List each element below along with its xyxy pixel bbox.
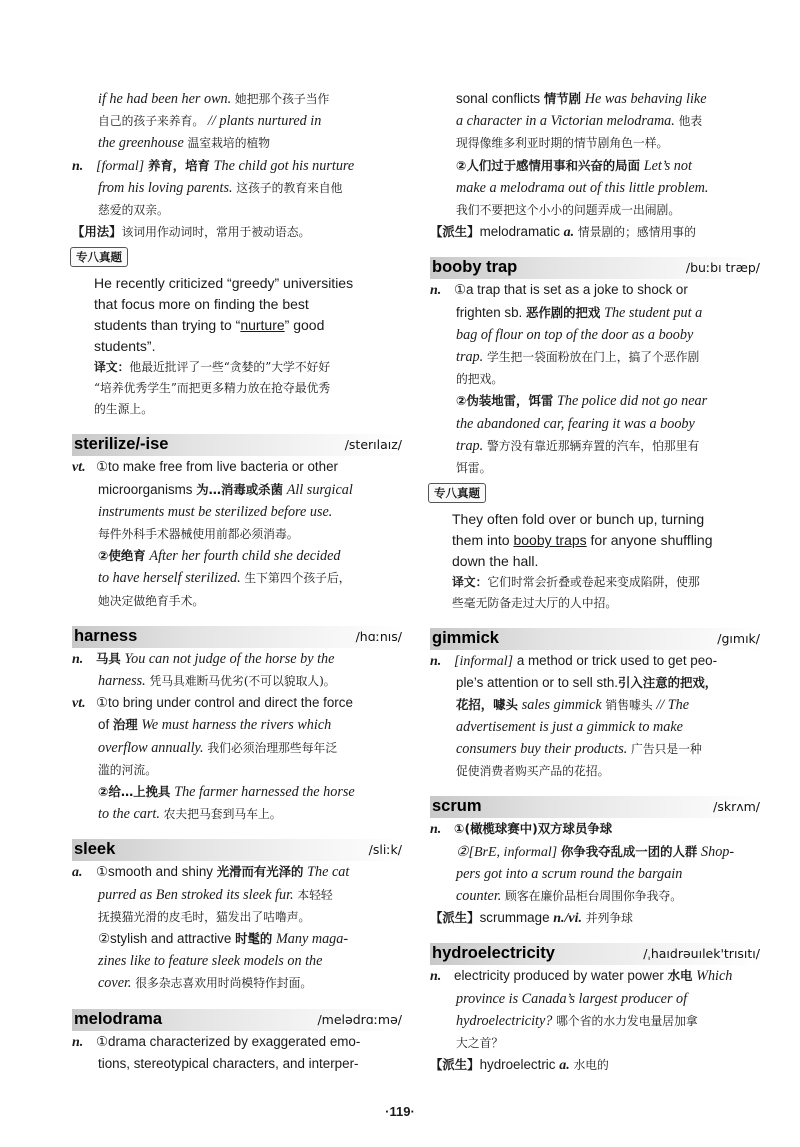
text-line	[72, 972, 404, 994]
headword: sterilize/-ise	[74, 435, 169, 454]
translation: 情景剧的；感情用事的	[577, 225, 696, 240]
underlined-keyword: nurture	[240, 317, 285, 334]
example-sentence: consumers buy their products.	[456, 741, 628, 758]
entry-hydroelectricity	[430, 943, 762, 1076]
example-sentence: The police did not go near	[556, 393, 708, 410]
pronunciation: /buːbı træp/	[685, 260, 760, 276]
example-sentence: to have herself sterilized.	[98, 570, 241, 587]
translation: 温室栽培的植物	[187, 136, 271, 151]
quote-text: them into	[452, 532, 510, 549]
headword-bar	[72, 1009, 404, 1031]
right-column	[430, 88, 762, 1077]
entry-scrum	[430, 796, 762, 929]
chinese-definition: ②人们过于感情用事和兴奋的局面	[456, 157, 640, 173]
example-sentence: The student put a	[604, 304, 703, 321]
translation: 它们时常会折叠或卷起来变成陷阱，使那	[487, 575, 700, 590]
chinese-definition: 情节剧	[543, 91, 582, 106]
chinese-definition: 时髦的	[235, 931, 273, 947]
part-of-speech: n.	[72, 1034, 84, 1050]
chinese-definition: 光滑而有光泽的	[216, 864, 304, 880]
headword: harness	[74, 626, 138, 645]
part-of-speech: n.	[430, 969, 442, 985]
headword-bar	[430, 943, 762, 965]
chinese-definition: 治理	[112, 717, 138, 733]
example-sentence: trap.	[456, 437, 484, 454]
english-definition: ②stylish and attractive	[98, 931, 232, 947]
text-line	[72, 456, 404, 478]
example-sentence: purred as Ben stroked its sleek fur.	[98, 886, 294, 903]
text-line	[72, 648, 404, 670]
example-sentence: Many maga-	[275, 931, 349, 948]
example-sentence: cover.	[98, 975, 132, 992]
quote-translation: “培养优秀学生”而把更多精力放在抢夺最优秀	[94, 381, 331, 396]
text-line	[430, 716, 762, 738]
text-line	[72, 545, 404, 567]
translation: 滥的河流。	[98, 762, 157, 777]
part-of-speech: n.	[430, 283, 442, 299]
text-line	[430, 302, 762, 324]
translation: 销售噱头	[605, 697, 653, 712]
text-line	[430, 177, 762, 199]
part-of-speech: n.	[430, 654, 442, 670]
english-definition: of	[98, 717, 110, 733]
translation: 凭马具难断马优劣(不可以貌取人)。	[149, 674, 336, 689]
derivative-word: melodramatic	[479, 224, 560, 240]
english-definition: ①to bring under control and direct the force	[96, 695, 353, 711]
example-sentence: the abandoned car, fearing it was a booby	[456, 415, 695, 432]
chinese-definition: 恶作剧的把戏	[525, 304, 601, 320]
pronunciation: /sliːk/	[368, 842, 402, 858]
translation: 她决定做绝育手术。	[98, 593, 205, 608]
text-line	[430, 199, 762, 221]
usage-text: 该词用作动词时，常用于被动语态。	[121, 225, 311, 240]
derivative-label: 【派生】	[430, 1057, 480, 1073]
example-sentence: trap.	[456, 349, 484, 366]
example-sentence: counter.	[456, 888, 502, 905]
translation: 并列争球	[585, 911, 633, 926]
example-sentence: zines like to feature sleek models on the	[98, 953, 323, 970]
example-sentence: instruments must be sterilized before use.	[98, 503, 333, 520]
example-sentence: pers got into a scrum round the bargain	[456, 865, 683, 882]
text-line	[430, 390, 762, 412]
chinese-definition: 为…消毒或杀菌	[196, 481, 283, 497]
chinese-definition: 引入注意的把戏，	[618, 675, 718, 691]
translation: 她把那个孩子当作	[234, 92, 330, 106]
text-line	[72, 155, 404, 177]
translation: 广告只是一种	[631, 742, 702, 757]
text-line	[430, 346, 762, 368]
text-line	[72, 567, 404, 589]
headword-bar	[72, 434, 404, 456]
pronunciation: /melədrɑːmə/	[317, 1011, 402, 1027]
translation: 生下第四个孩子后，	[244, 571, 351, 586]
text-line	[72, 199, 404, 221]
headword: booby trap	[432, 258, 518, 277]
example-sentence: hydroelectricity?	[456, 1012, 553, 1029]
translation-label: 译文：	[452, 575, 488, 590]
part-of-speech: n.	[72, 158, 84, 174]
entry-melodrama	[72, 1009, 404, 1074]
example-sentence: You can not judge of the horse by the	[124, 650, 335, 667]
part-of-speech: a.	[559, 1058, 570, 1074]
translation: 大之首？	[456, 1036, 504, 1051]
text-line	[72, 88, 404, 110]
text-line	[430, 760, 762, 782]
register-label: [informal]	[454, 654, 514, 670]
translation: 他表	[678, 114, 703, 129]
chinese-definition: ②给…上挽具	[98, 784, 171, 800]
exam-tag: 专八真题	[428, 483, 486, 503]
text-line	[430, 457, 762, 479]
example-sentence: Which	[696, 968, 733, 985]
quote-text: for anyone shuffling	[590, 532, 713, 549]
english-definition: frighten sb.	[456, 304, 523, 320]
translation: 他最近批评了一些“贪婪的”大学不好好	[129, 360, 331, 375]
text-line	[72, 884, 404, 906]
example-sentence: the greenhouse	[98, 135, 184, 152]
entry-sterilize	[72, 434, 404, 611]
text-line	[430, 738, 762, 760]
headword-bar	[430, 796, 762, 818]
text-line	[72, 906, 404, 928]
pronunciation: /hɑːnıs/	[355, 628, 402, 644]
quote-translation	[72, 357, 404, 378]
part-of-speech: vt.	[72, 460, 86, 476]
headword-bar	[430, 257, 762, 279]
text-line	[430, 324, 762, 346]
example-sentence: Shop-	[701, 843, 735, 860]
example-sentence: harness.	[98, 673, 146, 690]
translation: 饵雷。	[456, 461, 492, 476]
example-sentence: // plants nurtured in	[207, 113, 322, 130]
headword: scrum	[432, 797, 482, 816]
text-line	[72, 670, 404, 692]
entry-sleek	[72, 839, 404, 994]
text-line	[72, 479, 404, 501]
quote-text: ” good	[284, 317, 325, 334]
text-line	[430, 694, 762, 716]
translation: 慈爱的双亲。	[98, 203, 169, 218]
example-sentence: bag of flour on top of the door as a booby	[456, 326, 694, 343]
translation: 我们不要把这个小小的问题弄成一出闹剧。	[456, 203, 681, 218]
text-line	[72, 132, 404, 154]
underlined-keyword: booby traps	[513, 532, 587, 549]
text-line	[430, 279, 762, 301]
text-line	[430, 88, 762, 110]
pronunciation: /skrʌm/	[713, 799, 760, 815]
derivative-word: hydroelectric	[479, 1057, 556, 1073]
part-of-speech: n.	[72, 651, 84, 667]
nurture-entry-continuation	[72, 88, 404, 420]
exam-tag: 专八真题	[70, 247, 128, 267]
translation: 每件外科手术器械使用前都必须消毒。	[98, 527, 299, 542]
headword: sleek	[74, 840, 116, 859]
english-definition: ①drama characterized by exaggerated emo-	[96, 1033, 361, 1049]
text-line	[72, 950, 404, 972]
part-of-speech: a.	[563, 225, 575, 241]
text-line	[430, 885, 762, 907]
quote-text: students than trying to “	[94, 317, 241, 334]
page-number: ·119·	[385, 1104, 415, 1119]
example-sentence: The child got his nurture	[213, 157, 355, 174]
chinese-definition: ②伪装地雷，饵雷	[456, 393, 554, 409]
text-line	[430, 841, 762, 863]
quote-line: students”.	[94, 338, 156, 355]
translation: 自己的孩子来养育。	[98, 114, 205, 129]
example-sentence: All surgical	[286, 481, 353, 498]
register-label: ②[BrE, informal]	[456, 844, 558, 860]
quote-line: down the hall.	[452, 553, 539, 570]
example-sentence: // The	[656, 696, 690, 713]
quote-line	[72, 315, 404, 336]
text-line	[72, 803, 404, 825]
text-line	[430, 818, 762, 840]
example-sentence: make a melodrama out of this little problem.	[456, 179, 709, 196]
quote-translation	[430, 572, 762, 593]
english-definition: ple’s attention or to sell sth.	[456, 675, 619, 691]
exam-quote	[72, 273, 404, 420]
text-line	[72, 1053, 404, 1074]
left-column	[72, 88, 404, 1074]
text-line	[430, 988, 762, 1010]
text-line	[72, 781, 404, 803]
exam-quote	[430, 509, 762, 614]
chinese-definition: ②使绝育	[98, 548, 146, 564]
example-sentence: if he had been her own.	[98, 91, 232, 107]
example-sentence: He was behaving like	[584, 91, 707, 107]
quote-line	[430, 530, 762, 551]
translation: 这孩子的教育来自他	[236, 180, 343, 195]
pronunciation: /ˌhaıdrəuılek'trısıtı/	[643, 946, 760, 962]
part-of-speech: vt.	[72, 696, 86, 712]
translation: 的把戏。	[456, 372, 504, 387]
text-line	[72, 928, 404, 950]
translation: 我们必须治理那些每年泛	[207, 740, 338, 755]
part-of-speech: a.	[72, 865, 83, 881]
text-line	[72, 759, 404, 781]
example-sentence: overflow annually.	[98, 739, 204, 756]
example-sentence: from his loving parents.	[98, 179, 233, 196]
melodrama-continuation	[430, 88, 762, 243]
example-sentence: a character in a Victorian melodrama.	[456, 113, 675, 130]
headword-bar	[72, 839, 404, 861]
translation: 促使消费者购买产品的花招。	[456, 764, 610, 779]
english-definition: tions, stereotypical characters, and interper-	[98, 1055, 359, 1071]
quote-line: They often fold over or bunch up, turning	[452, 511, 705, 528]
translation: 农夫把马套到马车上。	[163, 807, 282, 822]
text-line	[430, 155, 762, 177]
text-line	[72, 861, 404, 883]
quote-translation: 些毫无防备走过大厅的人中招。	[452, 596, 618, 611]
example-sentence: to the cart.	[98, 806, 160, 823]
text-line	[430, 132, 762, 154]
derivative-word: scrummage	[479, 910, 550, 926]
example-sentence: Let’s not	[643, 157, 692, 174]
english-definition: sonal conflicts	[456, 91, 541, 106]
chinese-definition: 水电	[667, 968, 693, 984]
translation: 顾客在廉价品柜台周围你争我夺。	[505, 889, 683, 904]
translation: 哪个省的水力发电量居加拿	[556, 1013, 698, 1028]
part-of-speech: n.	[430, 822, 442, 838]
text-line	[430, 863, 762, 885]
chinese-definition: 花招，噱头	[456, 696, 518, 712]
english-definition: a method or trick used to get peo-	[516, 653, 718, 669]
text-line	[430, 650, 762, 672]
chinese-definition: 你争我夺乱成一团的人群	[560, 843, 698, 859]
headword: hydroelectricity	[432, 944, 555, 963]
text-line	[72, 590, 404, 612]
text-line	[72, 714, 404, 736]
text-line	[430, 1032, 762, 1054]
english-definition: microorganisms	[98, 481, 193, 497]
text-line	[430, 672, 762, 693]
text-line	[430, 1010, 762, 1032]
usage-note	[72, 221, 404, 243]
text-line	[72, 110, 404, 132]
translation: 现得像维多利亚时期的情节剧角色一样。	[456, 136, 669, 151]
derivative-label: 【派生】	[430, 224, 480, 240]
example-phrase: sales gimmick	[521, 696, 602, 713]
text-line	[430, 413, 762, 435]
derivative-label: 【派生】	[430, 910, 480, 926]
text-line	[72, 501, 404, 523]
chinese-definition: 马具	[96, 650, 121, 666]
example-sentence: The farmer harnessed the horse	[174, 784, 355, 801]
text-line	[72, 177, 404, 199]
headword-bar	[72, 626, 404, 648]
register-label: [formal]	[96, 158, 145, 174]
headword: gimmick	[432, 629, 499, 648]
chinese-definition: 养育，培育	[147, 157, 210, 173]
headword-bar	[430, 628, 762, 650]
text-line	[72, 1031, 404, 1053]
english-definition: electricity produced by water power	[454, 968, 664, 984]
example-sentence: The cat	[307, 864, 350, 881]
example-sentence: advertisement is just a gimmick to make	[456, 718, 683, 735]
usage-label: 【用法】	[72, 224, 122, 240]
example-sentence: We must harness the rivers which	[141, 717, 332, 734]
quote-line: He recently criticized “greedy” universities	[94, 275, 354, 292]
text-line	[72, 692, 404, 714]
pronunciation: /sterılaız/	[344, 437, 402, 453]
translation: 很多杂志喜欢用时尚模特作封面。	[135, 976, 313, 991]
derivative-line	[430, 907, 762, 929]
english-definition: ①smooth and shiny	[96, 864, 213, 880]
example-sentence: After her fourth child she decided	[149, 548, 341, 565]
derivative-line	[430, 221, 762, 243]
chinese-definition: ①(橄榄球赛中)双方球员争球	[454, 821, 613, 837]
translation: 水电的	[573, 1058, 609, 1073]
text-line	[430, 368, 762, 390]
english-definition: ①a trap that is set as a joke to shock or	[454, 282, 688, 298]
text-line	[430, 110, 762, 132]
headword: melodrama	[74, 1009, 163, 1028]
example-sentence: province is Canada’s largest producer of	[456, 990, 688, 1007]
entry-booby-trap	[430, 257, 762, 614]
translation: 警方没有靠近那辆弃置的汽车，怕那里有	[486, 438, 700, 453]
translation: 学生把一袋面粉放在门上，搞了个恶作剧	[486, 350, 700, 365]
translation-label: 译文：	[94, 360, 130, 375]
english-definition: ①to make free from live bacteria or other	[96, 459, 338, 475]
pronunciation: /gımık/	[717, 631, 760, 647]
text-line	[72, 523, 404, 545]
text-line	[430, 435, 762, 457]
quote-translation: 的生源上。	[94, 402, 153, 417]
quote-line: that focus more on finding the best	[94, 296, 309, 313]
entry-gimmick	[430, 628, 762, 782]
derivative-line	[430, 1054, 762, 1076]
translation: 本轻轻	[297, 887, 333, 902]
text-line	[430, 965, 762, 987]
entry-harness	[72, 626, 404, 826]
part-of-speech: n./vi.	[553, 911, 583, 927]
translation: 抚摸猫光滑的皮毛时，猫发出了咕噜声。	[98, 909, 311, 924]
text-line	[72, 737, 404, 759]
